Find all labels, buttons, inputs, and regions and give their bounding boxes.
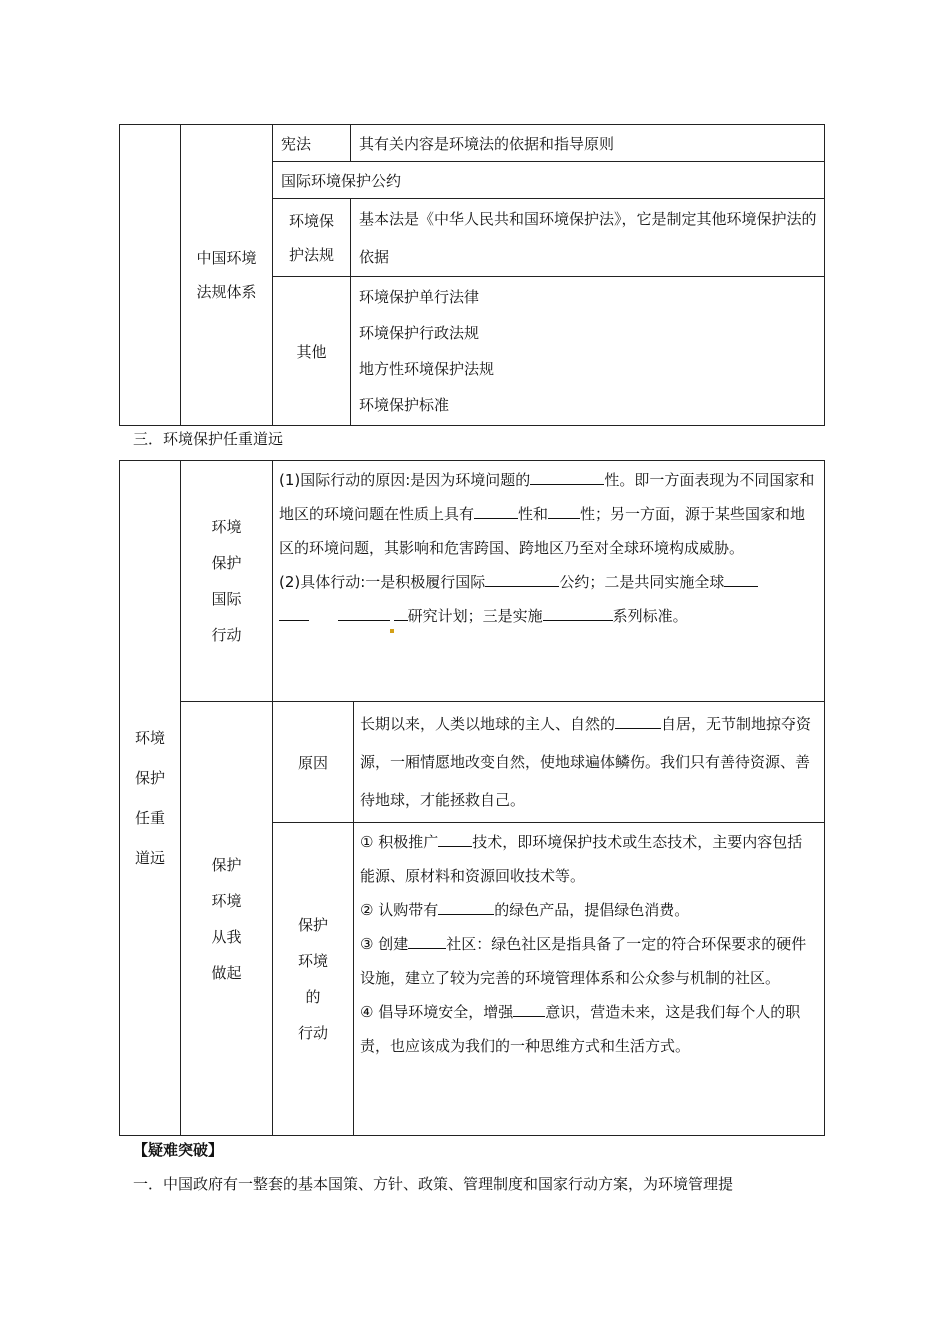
actions-content	[354, 823, 825, 1136]
regulations-label: 环境保 护法规	[273, 199, 351, 277]
fill-blank[interactable]	[438, 900, 494, 915]
fill-blank[interactable]	[438, 832, 472, 847]
fill-blank[interactable]	[474, 504, 518, 519]
legal-system-table	[119, 124, 825, 426]
fill-blank[interactable]	[338, 606, 390, 621]
fill-blank[interactable]	[408, 934, 446, 949]
fill-blank[interactable]	[548, 504, 580, 519]
fill-blank[interactable]	[543, 606, 613, 621]
fill-blank[interactable]	[530, 470, 604, 485]
environment-task-table	[119, 460, 825, 1136]
action-item: ② 认购带有 的绿色产品，提倡绿色消费。	[360, 901, 690, 919]
international-convention-label: 国际环境保护公约	[273, 162, 825, 199]
action-item: ③ 创建 社区：绿色社区是指具备了一定的符合环保要求的硬件设施，建立了较为完善的环境管理体系和公众参与机制的社区。	[360, 935, 807, 987]
fill-blank[interactable]	[615, 714, 661, 729]
difficulty-heading: 【疑难突破】	[133, 1141, 224, 1159]
section-heading: 三．环境保护任重道远	[133, 430, 284, 448]
intl-reason-paragraph: (1)国际行动的原因:是因为环境问题的 性。即一方面表现为不同国家和地区的环境问题在性质上具有 性和 性；另一方面，源于某些国家和地区的环境问题，其影响和危害跨国、跨地区乃至对全球环境构成威胁。	[279, 471, 815, 557]
regulations-desc: 基本法是《中华人民共和国环境保护法》，它是制定其他环境保护法的依据	[351, 199, 825, 277]
list-item: 环境保护标准	[359, 396, 450, 414]
empty-cell	[120, 125, 181, 426]
intl-action-label: 环境 保护 国际 行动	[181, 461, 273, 702]
intl-actions-paragraph: (2)具体行动:一是积极履行国际 公约；二是共同实施全球 研究计划；三是实施 系列标准。	[279, 565, 816, 633]
fill-blank[interactable]	[485, 572, 559, 587]
list-item: 环境保护行政法规	[359, 324, 480, 342]
reason-label: 原因	[273, 702, 354, 823]
action-item: ④ 倡导环境安全，增强 意识，营造未来，这是我们每个人的职责，也应该成为我们的一种思维方式和生活方式。	[360, 1003, 801, 1055]
other-items-list	[351, 277, 825, 426]
other-label: 其他	[273, 277, 351, 426]
fill-blank[interactable]	[394, 606, 408, 621]
start-with-me-label: 保护 环境 从我 做起	[181, 702, 273, 1136]
action-item: ① 积极推广 技术，即环境保护技术或生态技术，主要内容包括能源、原材料和资源回收技术等。	[360, 833, 803, 885]
intl-action-content	[273, 461, 825, 702]
list-item: 地方性环境保护法规	[359, 360, 495, 378]
fill-blank[interactable]	[513, 1002, 545, 1017]
list-item: 环境保护单行法律	[359, 288, 480, 306]
actions-label: 保护 环境 的 行动	[273, 823, 354, 1136]
marker-dot-icon	[390, 629, 394, 633]
reason-content: 长期以来，人类以地球的主人、自然的 自居，无节制地掠夺资源，一厢情愿地改变自然，使地球遍体鳞伤。我们只有善待资源、善待地球，才能拯救自己。	[354, 702, 825, 823]
constitution-desc: 其有关内容是环境法的依据和指导原则	[351, 125, 825, 162]
legal-system-group-label: 中国环境 法规体系	[181, 125, 273, 426]
constitution-label: 宪法	[273, 125, 351, 162]
main-label: 环境 保护 任重 道远	[120, 461, 181, 1136]
footer-paragraph: 一．中国政府有一整套的基本国策、方针、政策、管理制度和国家行动方案，为环境管理提	[133, 1175, 734, 1193]
fill-blank[interactable]	[724, 572, 758, 587]
fill-blank[interactable]	[279, 606, 309, 621]
